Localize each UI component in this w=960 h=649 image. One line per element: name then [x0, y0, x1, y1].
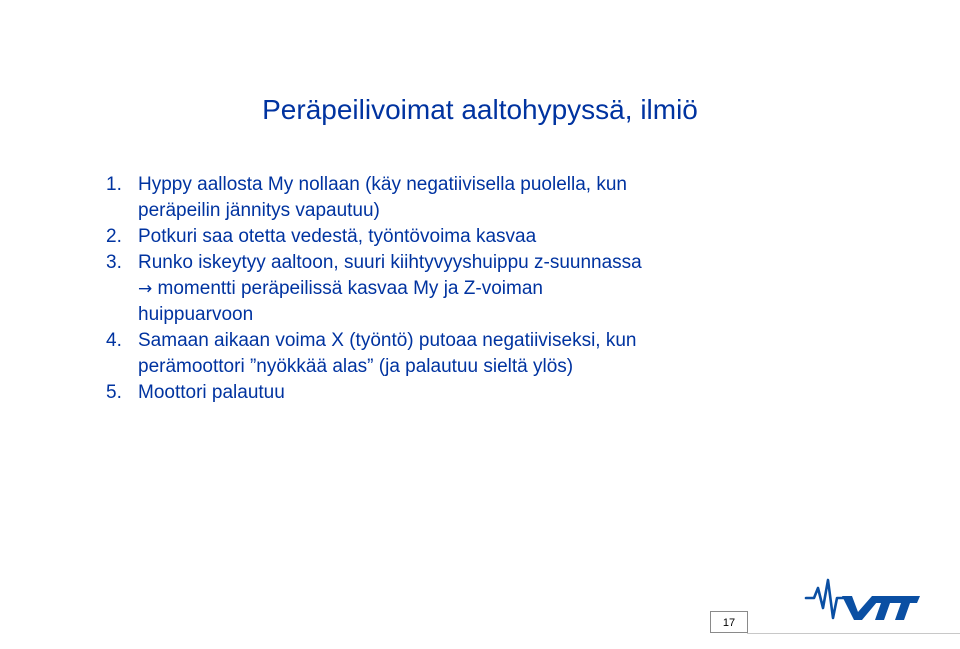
list-item-text-continued: momentti peräpeilissä kasvaa My ja Z-voiman huippuarvoon	[138, 278, 543, 325]
numbered-list	[106, 172, 646, 406]
list-item-number: 1.	[106, 174, 122, 195]
list-item-number: 3.	[106, 252, 122, 273]
list-item-number: 2.	[106, 226, 122, 247]
slide-title: Peräpeilivoimat aaltohypyssä, ilmiö	[262, 94, 698, 125]
list-item-text: Samaan aikaan voima X (työntö) putoaa negatiiviseksi, kun perämoottori ”nyökkää alas” (ja palautuu sieltä ylös)	[138, 330, 637, 377]
list-item	[106, 172, 646, 224]
list-item-text: Hyppy aallosta My nollaan (käy negatiivisella puolella, kun peräpeilin jännitys vapautuu)	[138, 174, 627, 221]
list-item	[106, 224, 646, 250]
arrow-right-icon: →	[138, 279, 153, 299]
list-item-text: Potkuri saa otetta vedestä, työntövoima kasvaa	[138, 226, 537, 247]
page-number: 17	[710, 611, 748, 633]
list-item-number: 5.	[106, 382, 122, 403]
list-item	[106, 328, 646, 380]
list-item-number: 4.	[106, 330, 122, 351]
list-item	[106, 380, 646, 406]
list-item-text: Runko iskeytyy aaltoon, suuri kiihtyvyyshuippu z-suunnassa	[138, 252, 642, 273]
vtt-logo-icon	[804, 574, 920, 624]
list-item-text: Moottori palautuu	[138, 382, 285, 403]
list-item	[106, 250, 646, 328]
divider	[747, 633, 960, 634]
